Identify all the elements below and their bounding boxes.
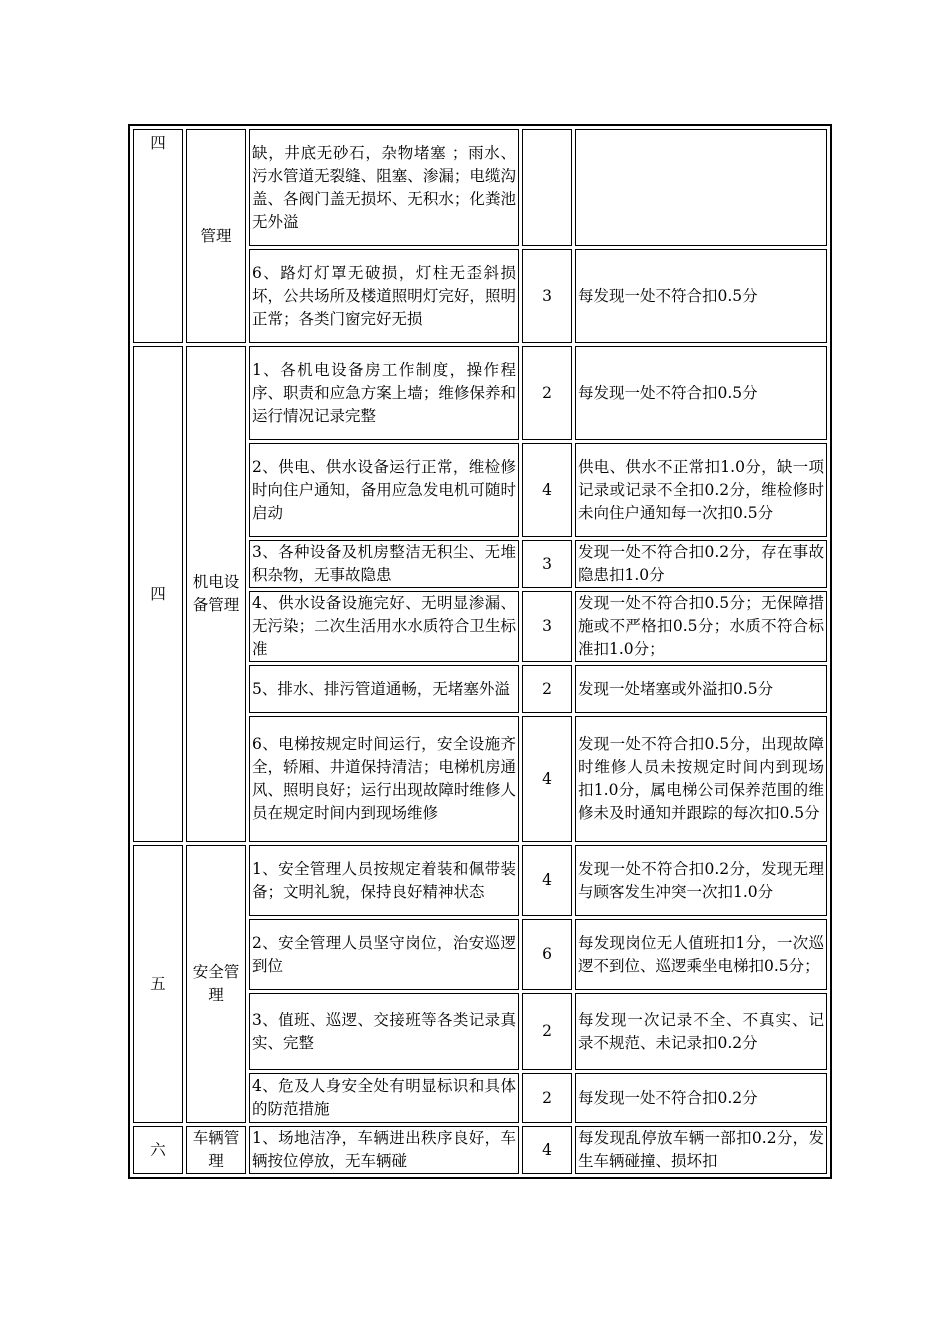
section-number: 五 — [133, 845, 183, 1123]
points-cell: 4 — [522, 443, 572, 537]
points-cell: 3 — [522, 591, 572, 662]
requirement-cell: 3、值班、巡逻、交接班等各类记录真实、完整 — [249, 993, 519, 1070]
points-cell: 4 — [522, 1126, 572, 1174]
deduction-cell — [575, 129, 827, 246]
deduction-cell: 供电、供水不正常扣1.0分，缺一项记录或记录不全扣0.2分，维检修时未向住户通知每一次扣0.5分 — [575, 443, 827, 537]
points-cell: 3 — [522, 249, 572, 343]
section-number: 四 — [133, 346, 183, 842]
points-cell — [522, 129, 572, 246]
deduction-cell: 每发现一处不符合扣0.2分 — [575, 1073, 827, 1123]
points-cell: 3 — [522, 540, 572, 588]
requirement-cell: 5、排水、排污管道通畅，无堵塞外溢 — [249, 665, 519, 713]
requirement-cell: 1、安全管理人员按规定着装和佩带装备；文明礼貌，保持良好精神状态 — [249, 845, 519, 916]
requirement-cell: 2、供电、供水设备运行正常，维检修时向住户通知，备用应急发电机可随时启动 — [249, 443, 519, 537]
requirement-cell: 2、安全管理人员坚守岗位，治安巡逻到位 — [249, 919, 519, 990]
requirement-cell: 3、各种设备及机房整洁无积尘、无堆积杂物，无事故隐患 — [249, 540, 519, 588]
deduction-cell: 发现一处堵塞或外溢扣0.5分 — [575, 665, 827, 713]
deduction-cell: 发现一处不符合扣0.2分，存在事故隐患扣1.0分 — [575, 540, 827, 588]
table-row — [133, 129, 827, 246]
requirement-cell: 6、路灯灯罩无破损，灯柱无歪斜损坏，公共场所及楼道照明灯完好，照明正常；各类门窗完好无损 — [249, 249, 519, 343]
deduction-cell: 发现一处不符合扣0.5分，出现故障时维修人员未按规定时间内到现场扣1.0分，属电梯公司保养范围的维修未及时通知并跟踪的每次扣0.5分 — [575, 716, 827, 842]
deduction-cell: 发现一处不符合扣0.5分；无保障措施或不严格扣0.5分；水质不符合标准扣1.0分； — [575, 591, 827, 662]
section-category: 机电设备管理 — [186, 346, 246, 842]
deduction-cell: 每发现一次记录不全、不真实、记录不规范、未记录扣0.2分 — [575, 993, 827, 1070]
requirement-cell: 1、场地洁净，车辆进出秩序良好，车辆按位停放，无车辆碰 — [249, 1126, 519, 1174]
points-cell: 2 — [522, 346, 572, 440]
section-category: 车辆管理 — [186, 1126, 246, 1174]
deduction-cell: 发现一处不符合扣0.2分，发现无理与顾客发生冲突一次扣1.0分 — [575, 845, 827, 916]
table-row — [133, 346, 827, 440]
section-number: 四 — [133, 129, 183, 343]
requirement-cell: 1、各机电设备房工作制度，操作程序、职责和应急方案上墙；维修保养和运行情况记录完整 — [249, 346, 519, 440]
section-number: 六 — [133, 1126, 183, 1174]
requirement-cell: 6、电梯按规定时间运行，安全设施齐全，轿厢、井道保持清洁；电梯机房通风、照明良好；运行出现故障时维修人员在规定时间内到现场维修 — [249, 716, 519, 842]
points-cell: 2 — [522, 993, 572, 1070]
requirement-cell: 4、危及人身安全处有明显标识和具体的防范措施 — [249, 1073, 519, 1123]
points-cell: 4 — [522, 845, 572, 916]
section-category: 安全管理 — [186, 845, 246, 1123]
deduction-cell: 每发现岗位无人值班扣1分，一次巡逻不到位、巡逻乘坐电梯扣0.5分； — [575, 919, 827, 990]
table-row — [133, 1126, 827, 1174]
table-row — [133, 845, 827, 916]
section-category: 管理 — [186, 129, 246, 343]
points-cell: 4 — [522, 716, 572, 842]
deduction-cell: 每发现乱停放车辆一部扣0.2分，发生车辆碰撞、损坏扣 — [575, 1126, 827, 1174]
points-cell: 6 — [522, 919, 572, 990]
inspection-criteria-table — [128, 124, 832, 1179]
deduction-cell: 每发现一处不符合扣0.5分 — [575, 249, 827, 343]
requirement-cell: 4、供水设备设施完好、无明显渗漏、无污染；二次生活用水水质符合卫生标准 — [249, 591, 519, 662]
points-cell: 2 — [522, 1073, 572, 1123]
deduction-cell: 每发现一处不符合扣0.5分 — [575, 346, 827, 440]
points-cell: 2 — [522, 665, 572, 713]
requirement-cell: 缺，井底无砂石，杂物堵塞 ；雨水、污水管道无裂缝、阻塞、渗漏；电缆沟盖、各阀门盖无损坏、无积水；化粪池无外溢 — [249, 129, 519, 246]
